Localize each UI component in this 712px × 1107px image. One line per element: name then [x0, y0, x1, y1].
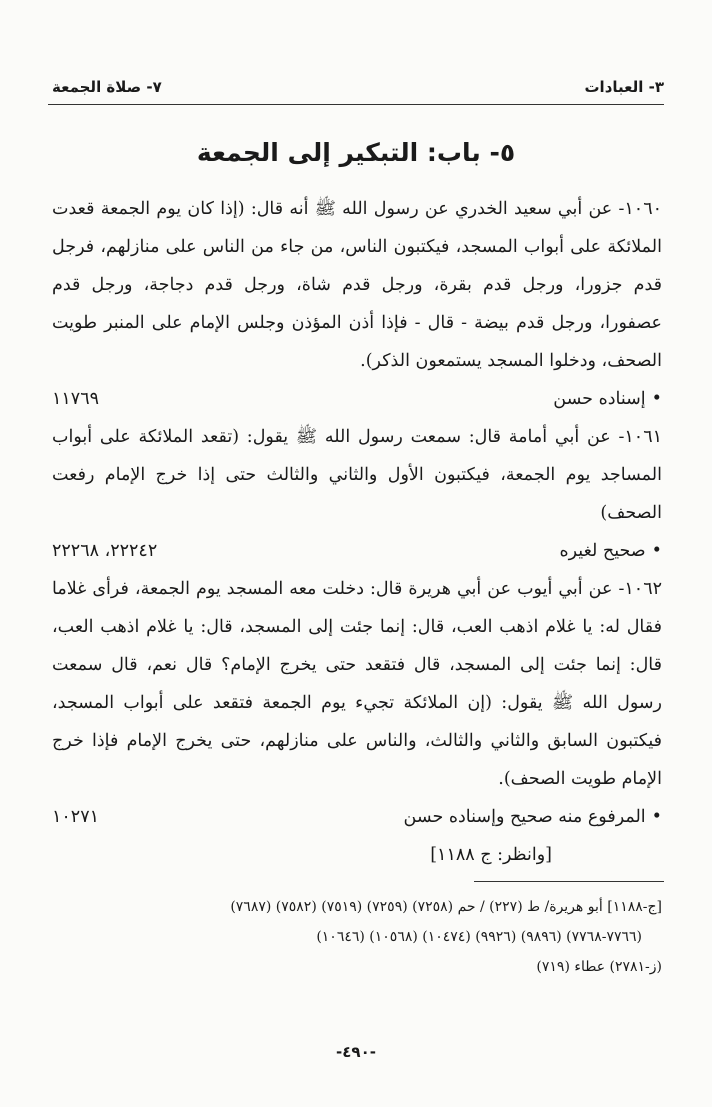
running-header-section: ٧- صلاة الجمعة — [52, 78, 162, 96]
grade-text-wrap — [404, 798, 662, 836]
hadith-1060-grading — [52, 380, 662, 418]
footnotes — [54, 892, 662, 982]
footnote-divider — [474, 881, 664, 882]
page-number: -٤٩٠- — [336, 1043, 376, 1061]
grade-text-wrap — [553, 380, 662, 418]
grade-text: إسناده حسن — [553, 389, 646, 409]
grade-text: المرفوع منه صحيح وإسناده حسن — [403, 807, 646, 827]
hadith-1062: ١٠٦٢- عن أبي أيوب عن أبي هريرة قال: دخلت معه المسجد يوم الجمعة، فرأى غلاما فقال له: يا غلام اذهب العب، قال: إنما جئت إلى المسجد، قال: يا غلام اذهب العب، قال: إنما جئت إلى المسجد، قال فتقعد حتى يخرج الإمام؟ قال نعم، قال سمعت رسول الله ﷺ يقول: (إن الملائكة تجيء يوم الجمعة فتقعد على أبواب المسجد، فيكتبون السابق والثاني والثالث، والناس على منازلهم، حتى يخرج الإمام فإذا خرج الإمام طويت الصحف). — [52, 579, 662, 789]
bullet-icon: • — [651, 541, 662, 561]
hadith-1060: ١٠٦٠- عن أبي سعيد الخدري عن رسول الله ﷺ أنه قال: (إذا كان يوم الجمعة قعدت الملائكة على أبواب المسجد، فيكتبون الناس، من جاء من الناس على منازلهم، فرجل قدم جزورا، ورجل قدم بقرة، ورجل قدم شاة، ورجل قدم دجاجة، ورجل قدم عصفورا، ورجل قدم بيضة - قال - فإذا أذن المؤذن وجلس الإمام على المنبر طويت الصحف، ودخلوا المسجد يستمعون الذكر). — [52, 199, 662, 371]
footnote-line: (٧٧٦٦-٧٧٦٨) (٩٨٩٦) (٩٩٢٦) (١٠٤٧٤) (١٠٥٦٨) (١٠٦٤٦) — [316, 929, 642, 945]
hadith-1062-grading — [52, 798, 662, 836]
header-divider — [48, 104, 664, 105]
reference-numbers: ١٠٢٧١ — [52, 807, 99, 827]
hadith-1061-grading — [52, 532, 662, 570]
chapter-title: ٥- باب: التبكير إلى الجمعة — [196, 138, 516, 167]
running-header-chapter: ٣- العبادات — [584, 78, 664, 96]
grade-text: صحيح لغيره — [559, 541, 646, 561]
bullet-icon: • — [651, 389, 662, 409]
grade-text-wrap — [559, 532, 662, 570]
reference-numbers: ٢٢٢٤٢، ٢٢٢٦٨ — [52, 541, 158, 561]
reference-numbers: ١١٧٦٩ — [52, 389, 99, 409]
see-also-note: [وانظر: ج ١١٨٨] — [430, 845, 552, 865]
main-text — [52, 190, 662, 874]
bullet-icon: • — [651, 807, 662, 827]
hadith-1061: ١٠٦١- عن أبي أمامة قال: سمعت رسول الله ﷺ يقول: (تقعد الملائكة على أبواب المساجد يوم الجمعة، فيكتبون الأول والثاني والثالث حتى إذا خرج الإمام رفعت الصحف) — [52, 427, 662, 523]
footnote-line: (ز-٢٧٨١) عطاء (٧١٩) — [536, 959, 662, 975]
footnote-line: [ج-١١٨٨] أبو هريرة/ ط (٢٢٧) / حم (٧٢٥٨) (٧٢٥٩) (٧٥١٩) (٧٥٨٢) (٧٦٨٧) — [230, 899, 662, 915]
